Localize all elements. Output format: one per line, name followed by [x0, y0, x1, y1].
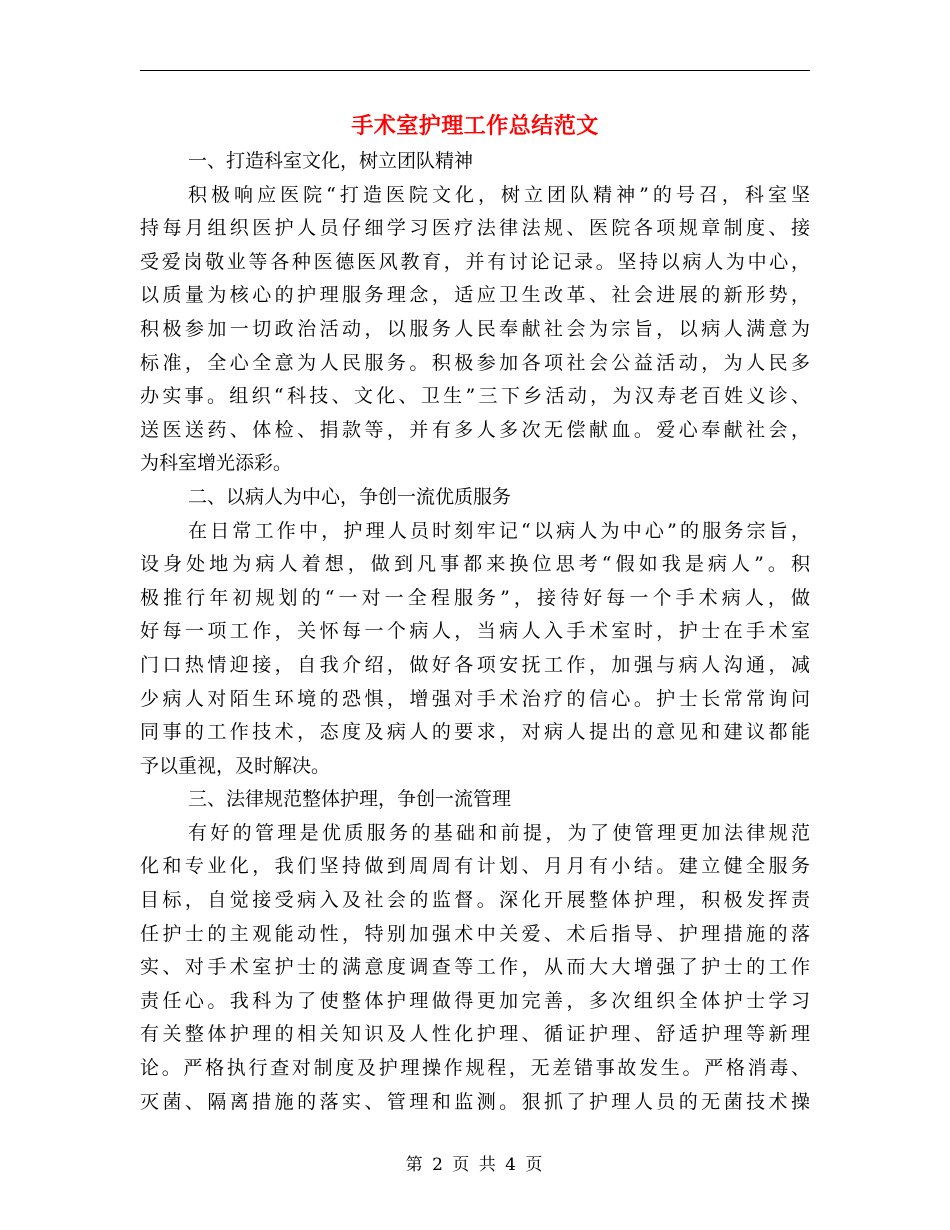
text-line: 送医送药、体检、捐款等，并有多人多次无偿献血。爱心奉献社会， [140, 418, 810, 441]
document-body [140, 145, 810, 1119]
page-footer: 第 2 页 共 4 页 [405, 1155, 545, 1175]
text-line: 二、以病人为中心，争创一流优质服务 [188, 485, 512, 508]
text-line: 标准，全心全意为人民服务。积极参加各项社会公益活动，为人民多 [140, 351, 810, 374]
text-line: 以质量为核心的护理服务理念，适应卫生改革、社会进展的新形势， [140, 284, 810, 307]
text-line: 责任心。我科为了使整体护理做得更加完善，多次组织全体护士学习 [140, 989, 810, 1012]
text-line: 持每月组织医护人员仔细学习医疗法律法规、医院各项规章制度、接 [140, 217, 810, 240]
text-line: 一、打造科室文化，树立团队精神 [188, 150, 474, 172]
header-rule [140, 70, 810, 71]
text-line: 好每一项工作，关怀每一个病人，当病人入手术室时，护士在手术室 [140, 620, 810, 643]
text-line: 任护士的主观能动性，特别加强术中关爱、术后指导、护理措施的落 [140, 922, 810, 945]
text-line: 极推行年初规划的“一对一全程服务”，接待好每一个手术病人，做 [140, 586, 810, 609]
text-line: 有好的管理是优质服务的基础和前提，为了使管理更加法律规范 [188, 821, 810, 844]
text-line: 同事的工作技术，态度及病人的要求，对病人提出的意见和建议都能 [140, 721, 810, 744]
text-line: 积极响应医院“打造医院文化，树立团队精神”的号召，科室坚 [188, 183, 810, 206]
text-line: 设身处地为病人着想，做到凡事都来换位思考“假如我是病人”。积 [140, 553, 810, 576]
text-line: 办实事。组织“科技、文化、卫生”三下乡活动，为汉寿老百姓义诊、 [140, 385, 810, 408]
text-line: 少病人对陌生环境的恐惧，增强对手术治疗的信心。护士长常常询问 [140, 687, 810, 710]
text-line: 论。严格执行查对制度及护理操作规程，无差错事故发生。严格消毒、 [140, 1057, 810, 1080]
text-line: 积极参加一切政治活动，以服务人民奉献社会为宗旨，以病人满意为 [140, 317, 810, 340]
text-line: 灭菌、隔离措施的落实、管理和监测。狠抓了护理人员的无菌技术操 [140, 1090, 810, 1113]
document-title: 手术室护理工作总结范文 [351, 113, 599, 139]
text-line: 门口热情迎接，自我介绍，做好各项安抚工作，加强与病人沟通，减 [140, 653, 810, 676]
text-line: 为科室增光添彩。 [140, 452, 293, 475]
text-line: 实、对手术室护士的满意度调查等工作，从而大大增强了护士的工作 [140, 956, 810, 979]
text-line: 化和专业化，我们坚持做到周周有计划、月月有小结。建立健全服务 [140, 855, 810, 878]
text-line: 受爱岗敬业等各种医德医风教育，并有讨论记录。坚持以病人为中心， [140, 250, 810, 273]
text-line: 三、法律规范整体护理，争创一流管理 [188, 788, 512, 811]
text-line: 目标，自觉接受病入及社会的监督。深化开展整体护理，积极发挥责 [140, 889, 810, 912]
text-line: 予以重视，及时解决。 [140, 754, 331, 777]
text-line: 在日常工作中，护理人员时刻牢记“以病人为中心”的服务宗旨， [188, 519, 810, 542]
text-line: 有关整体护理的相关知识及人性化护理、循证护理、舒适护理等新理 [140, 1023, 810, 1046]
